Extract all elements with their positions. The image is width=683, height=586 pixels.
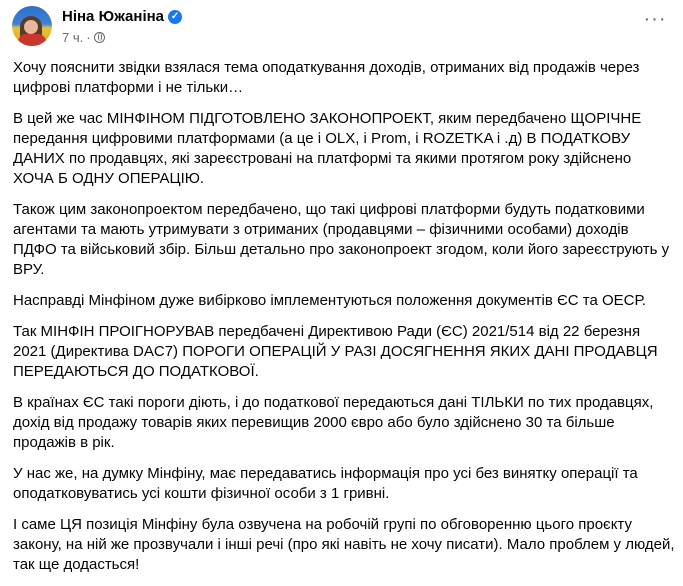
more-options-button[interactable]: ··· — [643, 8, 667, 30]
post-paragraph: У нас же, на думку Мінфіну, має передаватись інформація про усі без винятку операції та оподатковуватись усі кошти фізичної особи з 1 гривні. — [13, 465, 638, 502]
post-paragraph: І саме ЦЯ позиція Мінфіну була озвучена на робочій групі по обговоренню цього проєкту закону, на ній же прозвучали і інші речі (про які навіть не хочу писати). Мало проблем у людей, так ще додасться! — [13, 516, 675, 573]
post-paragraph: Також цим законопроектом передбачено, що такі цифрові платформи будуть податковими агентами та мають утримувати з отриманих (продавцями – фізичними особами) доходів ПДФО та військовий збір. Більш детально про законопроект згодом, коли його зареєструють у ВРУ. — [13, 201, 670, 278]
verified-badge-icon: ✓ — [168, 10, 182, 24]
post-paragraph: Хочу пояснити звідки взялася тема оподаткування доходів, отриманих від продажів через цифрові платформи і не тільки… — [13, 59, 640, 96]
author-row — [62, 8, 182, 25]
post-content — [13, 58, 675, 586]
globe-icon[interactable] — [94, 32, 105, 43]
post-meta — [62, 30, 105, 45]
author-name[interactable]: Ніна Южаніна — [62, 8, 165, 25]
post-paragraph: В цей же час МІНФІНОМ ПІДГОТОВЛЕНО ЗАКОНОПРОЕКТ, яким передбачено ЩОРІЧНЕ передання цифровими платформами (а це і OLX, і Prom, і ROZETKA і .д) В ПОДАТКОВУ ДАНИХ по продавцях, які зареєстровані на платформі та якими протягом року здійснено ХОЧА Б ОДНУ ОПЕРАЦІЮ. — [13, 110, 642, 187]
meta-separator: · — [86, 30, 91, 45]
avatar-face — [24, 20, 38, 34]
author-avatar[interactable] — [12, 6, 52, 46]
avatar-body — [18, 34, 46, 46]
post-paragraph: В країнах ЄС такі пороги діють, і до податкової передаються дані ТІЛЬКИ по тих продавцях, дохід від продажу товарів яких перевищив 2000 євро або було здійснено 30 та більше продажів в рік. — [13, 394, 654, 451]
post-paragraph: Так МІНФІН ПРОІГНОРУВАВ передбачені Директивою Ради (ЄС) 2021/514 від 22 березня 2021 (Директива DAC7) ПОРОГИ ОПЕРАЦІЙ У РАЗІ ДОСЯГНЕННЯ ЯКИХ ДАНІ ПРОДАВЦЯ ПЕРЕДАЮТЬСЯ ДО ПОДАТКОВОЇ. — [13, 323, 658, 380]
post-time[interactable]: 7 ч. — [62, 30, 84, 45]
post-paragraph: Насправді Мінфіном дуже вибірково імплементуються положення документів ЄС та ОЕСР. — [13, 292, 646, 309]
post-header — [12, 6, 672, 54]
